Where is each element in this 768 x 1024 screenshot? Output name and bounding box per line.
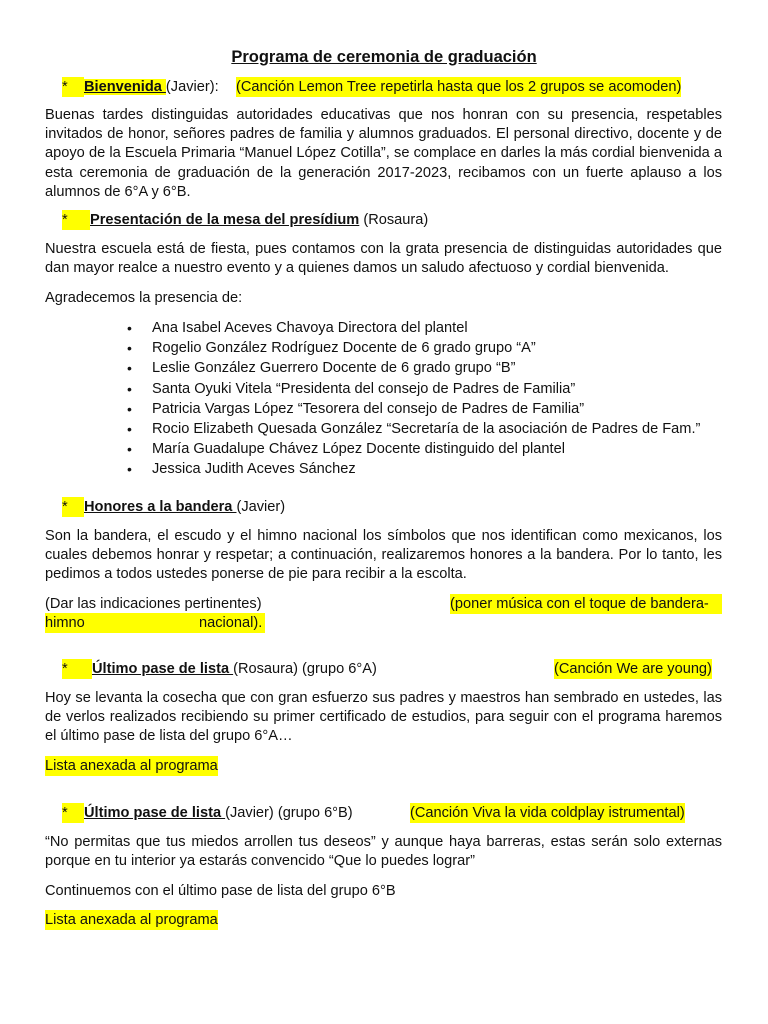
heading-text: Bienvenida [84,79,166,95]
heading-person: (Javier) (grupo 6°B) [225,805,353,821]
paragraph-presidium: Nuestra escuela está de fiesta, pues contamos con la grata presencia de distinguidas autoridades que dan mayor realce a nuestro evento y a quienes damos un saludo afectuoso y cordial bienvenida. [45,241,722,277]
bullet-star: * [62,497,84,517]
instruction-text: (Dar las indicaciones pertinentes) [45,596,262,612]
song-note: (Canción We are young) [554,661,712,677]
heading-text: Presentación de la mesa del presídium [90,212,360,228]
bullet-star: * [62,77,84,97]
heading-person: (Rosaura) (grupo 6°A) [233,661,377,677]
list-item: • Patricia Vargas López “Tesorera del consejo de Padres de Familia” [125,399,700,419]
list-item: • Rocio Elizabeth Quesada González “Secretaría de la asociación de Padres de Fam.” [125,419,700,439]
heading-person: (Javier) [236,499,286,515]
heading-text: Último pase de lista [84,805,226,821]
section-honores-heading [62,497,285,517]
section-presidium-heading [62,210,428,230]
paragraph-lista-6b: “No permitas que tus miedos arrollen tus deseos” y aunque haya barreras, estas serán solo externas porque en tu interior ya estarás convencido “Que lo puedes lograr” [45,834,722,870]
list-item: • Jessica Judith Aceves Sánchez [125,459,700,479]
annex-note: Lista anexada al programa [45,758,218,774]
attendees-intro: Agradecemos la presencia de: [45,290,243,306]
list-item: • Santa Oyuki Vitela “Presidenta del consejo de Padres de Familia” [125,379,700,399]
list-item: • Rogelio González Rodríguez Docente de 6 grado grupo “A” [125,338,700,358]
song-note: (Canción Lemon Tree repetirla hasta que los 2 grupos se acomoden) [236,79,682,95]
paragraph-bienvenida: Buenas tardes distinguidas autoridades educativas que nos honran con su presencia, respetables invitados de honor, señores padres de familia y alumnos graduados. El personal directivo, docente y de apoyo de la Escuela Primaria “Manuel López Cotilla”, se complace en darles la más cordial bienvenida a esta ceremonia de graduación de la generación 2017-2023, recibamos con un fuerte aplauso a los alumnos de 6°A y 6°B. [45,107,722,200]
bullet-star: * [62,803,84,823]
bullet-star: * [62,210,90,230]
list-item: • Ana Isabel Aceves Chavoya Directora del plantel [125,318,700,338]
music-note-line1: (poner música con el toque de bandera- [450,594,722,614]
song-note: (Canción Viva la vida coldplay istrumental) [410,805,685,821]
heading-text: Honores a la bandera [84,499,237,515]
annex-note: Lista anexada al programa [45,912,218,928]
section-lista-6a-heading [62,659,377,679]
paragraph-honores: Son la bandera, el escudo y el himno nacional los símbolos que nos identifican como mexicanos, los cuales debemos honrar y respetar; a continuación, realizaremos honores a la bandera. Por lo tanto, les pedimos a todos ustedes ponerse de pie para recibir a la escolta. [45,528,722,583]
list-item: • Leslie González Guerrero Docente de 6 grado grupo “B” [125,358,700,378]
section-lista-6b-heading [62,803,353,823]
section-bienvenida-heading [62,77,219,97]
continue-text: Continuemos con el último pase de lista del grupo 6°B [45,883,396,899]
heading-person: (Javier): [165,79,219,95]
music-note-word: nacional). [199,615,263,631]
attendees-list [125,318,700,480]
heading-text: Último pase de lista [92,661,234,677]
bullet-star: * [62,659,92,679]
list-item: • María Guadalupe Chávez López Docente distinguido del plantel [125,439,700,459]
heading-person: (Rosaura) [359,212,429,228]
music-note-line2 [45,613,265,633]
document-title: Programa de ceremonia de graduación [231,48,537,66]
music-note-word: himno [45,615,85,631]
paragraph-lista-6a: Hoy se levanta la cosecha que con gran esfuerzo sus padres y maestros han sembrado en ustedes, las de verlos realizados recibiendo su primer certificado de estudios, para seguir con el programa haremos el último pase de lista del grupo 6°A… [45,690,722,745]
